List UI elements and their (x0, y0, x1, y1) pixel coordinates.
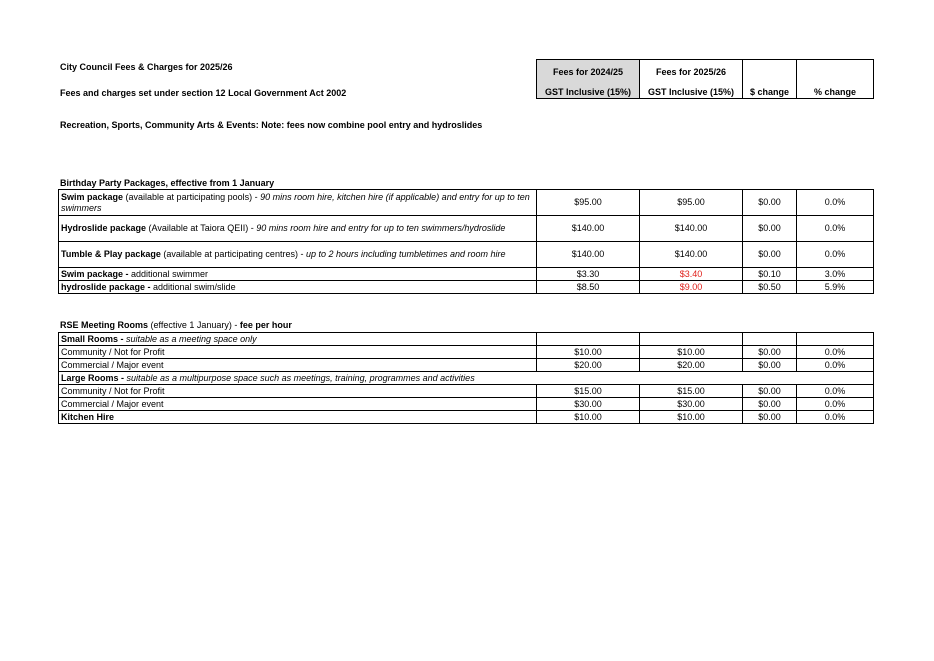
row-label: Commercial / Major event (59, 359, 537, 372)
prev-fee: $95.00 (537, 190, 640, 216)
table-row (59, 372, 874, 385)
rse-heading: RSE Meeting Rooms (effective 1 January) - fee per hour (60, 320, 292, 330)
birthday-heading: Birthday Party Packages, effective from 1 January (60, 178, 275, 188)
pct-change: 0.0% (797, 411, 874, 424)
dollar-change: $0.00 (743, 190, 797, 216)
page-title: City Council Fees & Charges for 2025/26 (60, 62, 233, 72)
new-fee: $9.00 (640, 281, 743, 294)
dollar-change: $0.00 (743, 346, 797, 359)
page-subtitle: Fees and charges set under section 12 Local Government Act 2002 (60, 88, 347, 98)
col-pct-blank (797, 60, 874, 86)
pct-change: 3.0% (797, 268, 874, 281)
row-label: Hydroslide package (Available at Taiora QEII) - 90 mins room hire and entry for up to ten swimmers/hydroslide (59, 216, 537, 242)
pct-change: 0.0% (797, 346, 874, 359)
small-rooms-label: Small Rooms - suitable as a meeting space only (59, 333, 537, 346)
row-label: Commercial / Major event (59, 398, 537, 411)
table-row (59, 411, 874, 424)
new-fee: $3.40 (640, 268, 743, 281)
dollar-change: $0.50 (743, 281, 797, 294)
row-label: Tumble & Play package (available at participating centres) - up to 2 hours including tumbletimes and room hire (59, 242, 537, 268)
col-dollar-blank (743, 60, 797, 86)
table-row (59, 333, 874, 346)
table-row (59, 346, 874, 359)
table-row (59, 268, 874, 281)
row-label: hydroslide package - additional swim/slide (59, 281, 537, 294)
col-prev-gst-header: GST Inclusive (15%) (537, 86, 640, 99)
col-prev-fees-header: Fees for 2024/25 (537, 60, 640, 86)
col-new-fees-header: Fees for 2025/26 (640, 60, 743, 86)
dollar-change: $0.10 (743, 268, 797, 281)
row-label: Kitchen Hire (59, 411, 537, 424)
new-fee: $20.00 (640, 359, 743, 372)
large-rooms-label: Large Rooms - suitable as a multipurpose space such as meetings, training, programmes and activities (59, 372, 874, 385)
row-label: Community / Not for Profit (59, 346, 537, 359)
table-row (59, 216, 874, 242)
prev-fee: $140.00 (537, 242, 640, 268)
table-row (59, 398, 874, 411)
new-fee: $95.00 (640, 190, 743, 216)
birthday-table (58, 189, 874, 294)
table-row (59, 359, 874, 372)
pct-change: 0.0% (797, 359, 874, 372)
row-label: Swim package (available at participating pools) - 90 mins room hire, kitchen hire (if applicable) and entry for up to ten swimmers (59, 190, 537, 216)
prev-fee: $10.00 (537, 411, 640, 424)
dollar-change: $0.00 (743, 359, 797, 372)
prev-fee: $8.50 (537, 281, 640, 294)
prev-fee: $30.00 (537, 398, 640, 411)
pct-change: 0.0% (797, 190, 874, 216)
table-row (59, 242, 874, 268)
new-fee: $30.00 (640, 398, 743, 411)
col-dollar-change-header: $ change (743, 86, 797, 99)
dollar-change: $0.00 (743, 242, 797, 268)
col-pct-change-header: % change (797, 86, 874, 99)
pct-change: 0.0% (797, 398, 874, 411)
dollar-change: $0.00 (743, 398, 797, 411)
row-label: Swim package - additional swimmer (59, 268, 537, 281)
new-fee: $140.00 (640, 216, 743, 242)
prev-fee: $10.00 (537, 346, 640, 359)
new-fee: $15.00 (640, 385, 743, 398)
prev-fee: $15.00 (537, 385, 640, 398)
column-header-table (536, 59, 874, 99)
dollar-change: $0.00 (743, 216, 797, 242)
new-fee: $140.00 (640, 242, 743, 268)
dollar-change: $0.00 (743, 385, 797, 398)
section-note: Recreation, Sports, Community Arts & Events: Note: fees now combine pool entry and hydroslides (60, 120, 483, 130)
new-fee: $10.00 (640, 411, 743, 424)
col-new-gst-header: GST Inclusive (15%) (640, 86, 743, 99)
prev-fee: $20.00 (537, 359, 640, 372)
prev-fee: $140.00 (537, 216, 640, 242)
table-row (59, 281, 874, 294)
pct-change: 5.9% (797, 281, 874, 294)
table-row (59, 190, 874, 216)
dollar-change: $0.00 (743, 411, 797, 424)
row-label: Community / Not for Profit (59, 385, 537, 398)
table-row (59, 385, 874, 398)
prev-fee: $3.30 (537, 268, 640, 281)
rse-table (58, 332, 874, 424)
pct-change: 0.0% (797, 385, 874, 398)
pct-change: 0.0% (797, 216, 874, 242)
pct-change: 0.0% (797, 242, 874, 268)
new-fee: $10.00 (640, 346, 743, 359)
